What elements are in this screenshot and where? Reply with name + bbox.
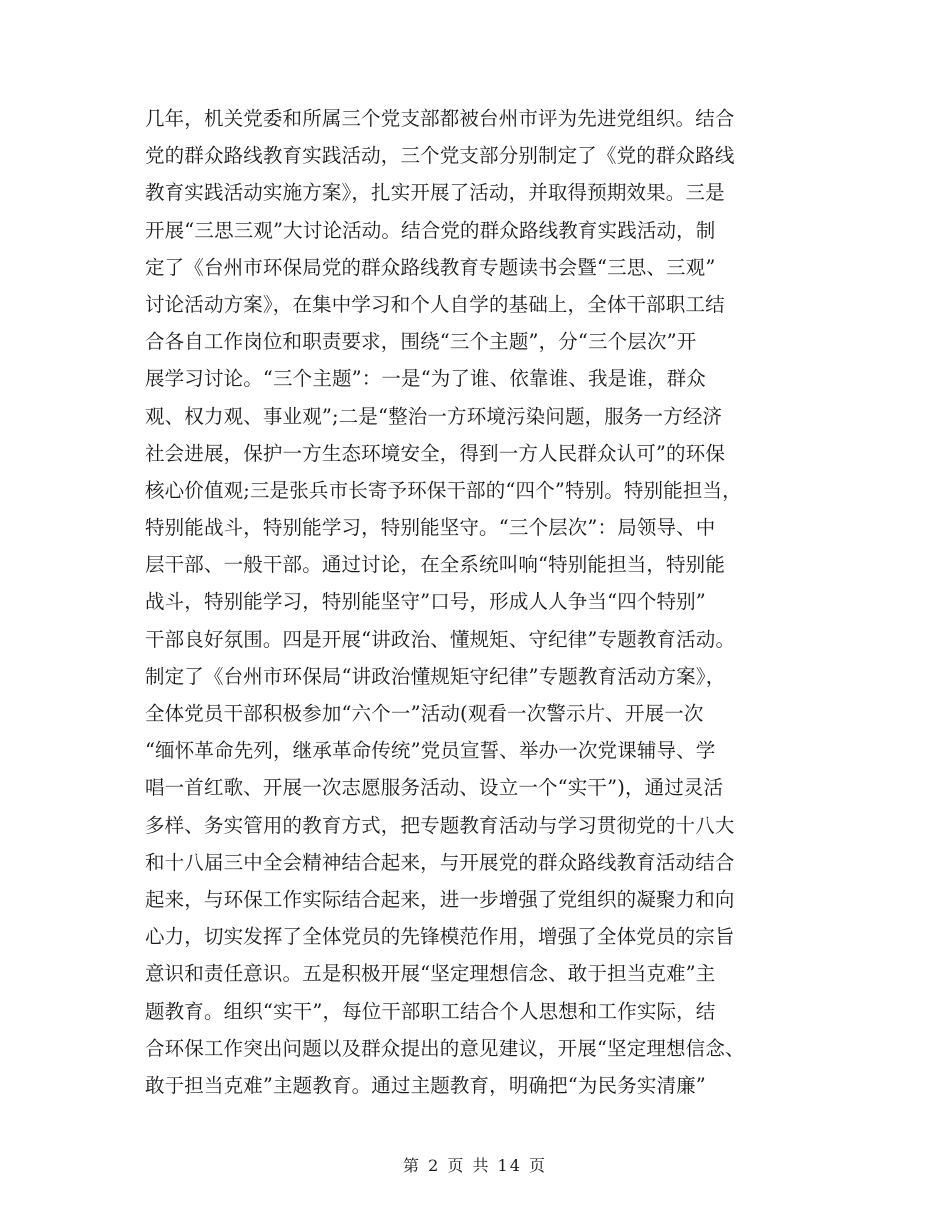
- text-line: 合环保工作突出问题以及群众提出的意见建议，开展“坚定理想信念、: [145, 1036, 745, 1060]
- text-line: 特别能战斗，特别能学习，特别能坚守。“三个层次”：局领导、中: [145, 516, 716, 540]
- text-line: 展学习讨论。“三个主题”：一是“为了谁、依靠谁、我是谁，群众: [145, 367, 706, 391]
- text-line: 开展“三思三观”大讨论活动。结合党的群众路线教育实践活动，制: [145, 218, 716, 242]
- text-line: 战斗，特别能学习，特别能坚守”口号，形成人人争当“四个特别”: [145, 590, 706, 614]
- text-line: 合各自工作岗位和职责要求，围绕“三个主题”，分“三个层次”开: [145, 330, 697, 354]
- text-line: 制定了《台州市环保局“讲政治懂规矩守纪律”专题教育活动方案》，: [145, 664, 726, 688]
- text-line: 题教育。组织“实干”，每位干部职工结合个人思想和工作实际，结: [145, 999, 716, 1023]
- text-line: 干部良好氛围。四是开展“讲政治、懂规矩、守纪律”专题教育活动。: [145, 627, 736, 651]
- text-line: “缅怀革命先列，继承革命传统”党员宣誓、举办一次党课辅导、学: [145, 739, 716, 763]
- text-line: 和十八届三中全会精神结合起来，与开展党的群众路线教育活动结合: [145, 850, 735, 874]
- text-line: 层干部、一般干部。通过讨论，在全系统叫响“特别能担当，特别能: [145, 553, 725, 577]
- text-line: 唱一首红歌、开展一次志愿服务活动、设立一个“实干”)，通过灵活: [145, 776, 724, 800]
- text-line: 教育实践活动实施方案》，扎实开展了活动，并取得预期效果。三是: [145, 181, 725, 205]
- text-line: 观、权力观、事业观”;二是“整治一方环境污染问题，服务一方经济: [145, 404, 723, 428]
- text-line: 几年，机关党委和所属三个党支部都被台州市评为先进党组织。结合: [145, 107, 735, 130]
- text-line: 敢于担当克难”主题教育。通过主题教育，明确把“为民务实清廉”: [145, 1073, 706, 1097]
- page-number-footer: 第 2 页 共 14 页: [403, 1156, 547, 1175]
- text-line: 起来，与环保工作实际结合起来，进一步增强了党组织的凝聚力和向: [145, 887, 735, 911]
- text-line: 定了《台州市环保局党的群众路线教育专题读书会暨“三思、三观”: [145, 255, 716, 279]
- text-line: 全体党员干部积极参加“六个一”活动(观看一次警示片、开展一次: [145, 702, 704, 725]
- text-line: 核心价值观;三是张兵市长寄予环保干部的“四个”特别。特别能担当，: [145, 478, 742, 502]
- text-line: 党的群众路线教育实践活动，三个党支部分别制定了《党的群众路线: [145, 144, 735, 168]
- body-text: [145, 100, 805, 1104]
- text-line: 多样、务实管用的教育方式，把专题教育活动与学习贯彻党的十八大: [145, 813, 735, 837]
- text-line: 意识和责任意识。五是积极开展“坚定理想信念、敢于担当克难”主: [145, 962, 716, 986]
- text-line: 心力，切实发挥了全体党员的先锋模范作用，增强了全体党员的宗旨: [145, 925, 735, 949]
- text-line: 讨论活动方案》，在集中学习和个人自学的基础上，全体干部职工结: [145, 292, 725, 316]
- text-line: 社会进展，保护一方生态环境安全，得到一方人民群众认可”的环保: [145, 441, 725, 465]
